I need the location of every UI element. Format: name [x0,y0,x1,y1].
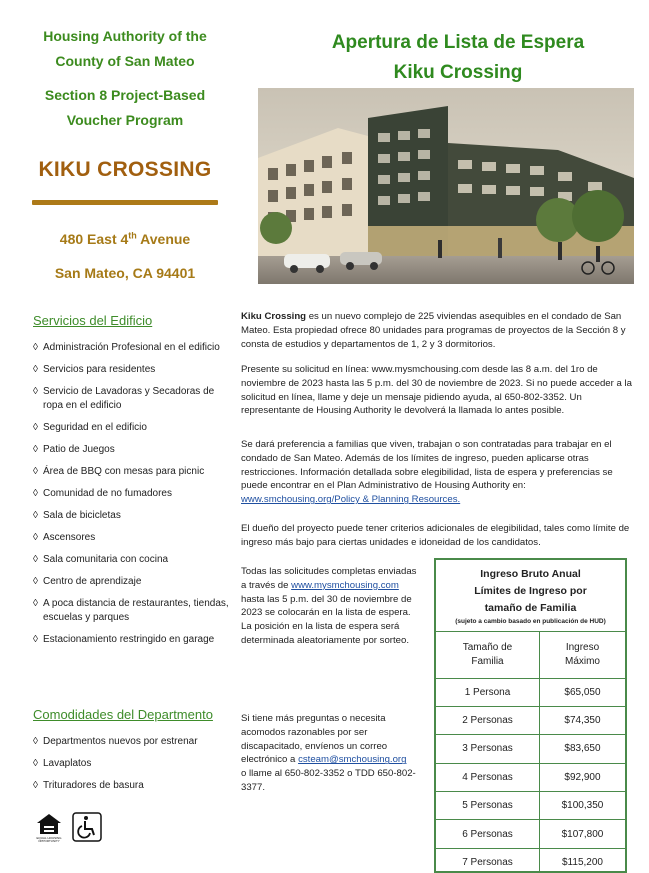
svg-text:OPPORTUNITY: OPPORTUNITY [38,839,60,842]
table-row [436,735,625,763]
header-line: Máximo [564,655,600,667]
income-limits-table [436,632,625,873]
family-size-cell: 4 Personas [436,763,539,791]
income-table-header [436,560,625,632]
header-line: Tamaño de [462,641,513,653]
application-link[interactable]: www.mysmchousing.com [291,579,399,591]
list-item: ◊ Patio de Juegos [33,443,233,457]
waitlist-paragraph [241,565,419,648]
table-row [436,820,625,848]
income-title-line-1: Ingreso Bruto Anual [480,568,581,580]
list-item: ◊ Estacionamiento restringido en garage [33,633,233,647]
income-cell: $74,350 [539,706,625,734]
title-line-1: Apertura de Lista de Espera [331,32,585,53]
program-name [20,83,230,133]
list-item: ◊ Comunidad de no fumadores [33,487,233,501]
list-item: ◊ Centro de aprendizaje [33,575,233,589]
page-title [258,28,649,88]
owner-criteria-paragraph: El dueño del proyecto puede tener criterios adicionales de elegibilidad, tales como límite de ingreso más bajo para ciertas unidades e idoneidad de los candidatos. [241,523,630,548]
amenities-list [33,735,233,801]
column-header-family-size [436,632,539,678]
intro-text: es un nuevo complejo de 225 viviendas asequibles en el condado de San Mateo. Esta propiedad ofrece 80 unidades para programas de proyectos de la Sección 8 y consta de estudios y departamentos de 1, 2 y 3 dormitorios. [241,311,626,350]
contact-text-a: Si tiene más preguntas o necesita acomodos razonables por ser discapacitado, envíenos un correo electrónico a [241,713,388,766]
contact-text-b: o llame al 650-802-3352 o TDD 650-802-3377. [241,768,416,793]
header-line: Familia [471,655,504,667]
address-suffix: th [128,230,137,241]
accessibility-logos [33,812,105,842]
column-header-max-income [539,632,625,678]
table-row [436,763,625,791]
intro-paragraph [241,310,633,351]
list-item: ◊ Servicio de Lavadoras y Secadoras de ropa en el edificio [33,385,233,413]
header-line: Ingreso [565,641,600,653]
family-size-cell: 5 Personas [436,792,539,820]
family-size-cell: 6 Personas [436,820,539,848]
waitlist-text-b: hasta las 5 p.m. del 30 de noviembre de 2023 se colocarán en la lista de espera. La posición en la lista de espera será determinada aleatoriamente por sorteo. [241,593,412,646]
income-table-title [436,560,625,617]
income-cell: $65,050 [539,678,625,706]
title-line-2: Kiku Crossing [393,62,523,83]
building-rendering-image [258,88,634,284]
services-heading: Servicios del Edificio [33,313,153,328]
contact-paragraph [241,712,419,795]
list-item: ◊ Seguridad en el edificio [33,421,233,435]
income-cell: $83,650 [539,735,625,763]
org-line-1: Housing Authority of the [43,28,207,44]
address-number: 480 East 4 [59,231,129,247]
income-table-note: (sujeto a cambio basado en publicación de HUD) [455,618,606,625]
property-name: Kiku Crossing [241,311,307,322]
program-line-1: Section 8 Project-Based [44,87,206,103]
family-size-cell: 3 Personas [436,735,539,763]
table-header-row [436,632,625,678]
street-address [20,231,230,247]
list-item: ◊ Ascensores [33,531,233,545]
list-item: ◊ Servicios para residentes [33,363,233,377]
building-name: KIKU CROSSING [38,158,212,181]
list-item: ◊ Sala de bicicletas [33,509,233,523]
table-row [436,792,625,820]
list-item: ◊ Sala comunitaria con cocina [33,553,233,567]
family-size-cell: 2 Personas [436,706,539,734]
list-item: ◊ Lavaplatos [33,757,233,771]
preference-paragraph [241,438,633,507]
list-item: ◊ Administración Profesional en el edificio [33,341,233,355]
family-size-cell: 7 Personas [436,848,539,873]
program-line-2: Voucher Program [66,112,184,128]
table-row [436,848,625,873]
list-item: ◊ Departmentos nuevos por estrenar [33,735,233,749]
income-title-line-2: Límites de Ingreso por [474,585,587,597]
list-item: ◊ A poca distancia de restaurantes, tiendas, escuelas y parques [33,597,233,625]
family-size-cell: 1 Persona [436,678,539,706]
income-cell: $115,200 [539,848,625,873]
services-list [33,341,233,655]
policy-link[interactable]: www.smchousing.org/Policy & Planning Resources. [241,494,461,506]
divider [32,200,218,205]
list-item: ◊ Área de BBQ con mesas para picnic [33,465,233,479]
list-item: ◊ Trituradores de basura [33,779,233,793]
income-title-line-3: tamaño de Familia [484,602,577,614]
amenities-heading: Comodidades del Departmento [33,707,213,722]
income-limits-box [434,558,627,873]
table-row [436,678,625,706]
income-cell: $92,900 [539,763,625,791]
equal-housing-icon [37,814,63,842]
svg-text:EQUAL HOUSING: EQUAL HOUSING [36,836,62,840]
apply-paragraph: Presente su solicitud en línea: www.mysmchousing.com desde las 8 a.m. del 1ro de noviembre de 2023 hasta las 5 p.m. del 30 de noviembre de 2023. Si no puede acceder a la solicitud en línea, llame y deje un mensaje pidiendo ayuda, al 650-802-3352. Un representante de Housing Authority le devolverá la llamada lo antes posible. [241,364,632,417]
email-link[interactable]: csteam@smchousing.org [298,754,407,766]
address-street: Avenue [136,231,191,247]
income-cell: $107,800 [539,820,625,848]
preference-text: Se dará preferencia a familias que viven, trabajan o son contratadas para trabajar en el condado de San Mateo. Además de los límites de ingreso, pueden aplicarse otras restricciones. Información detallada sobre elegibilidad, lista de espera y preferencias se puede encontrar en el Plan Administrativo de Housing Authority en: [241,439,613,492]
waitlist-text-a: Todas las solicitudes completas enviadas a través de [241,566,417,591]
wheelchair-accessible-icon [73,813,101,841]
organization-name [20,24,230,74]
org-line-2: County of San Mateo [55,53,195,69]
table-row [436,706,625,734]
city-address: San Mateo, CA 94401 [54,265,196,281]
income-cell: $100,350 [539,792,625,820]
